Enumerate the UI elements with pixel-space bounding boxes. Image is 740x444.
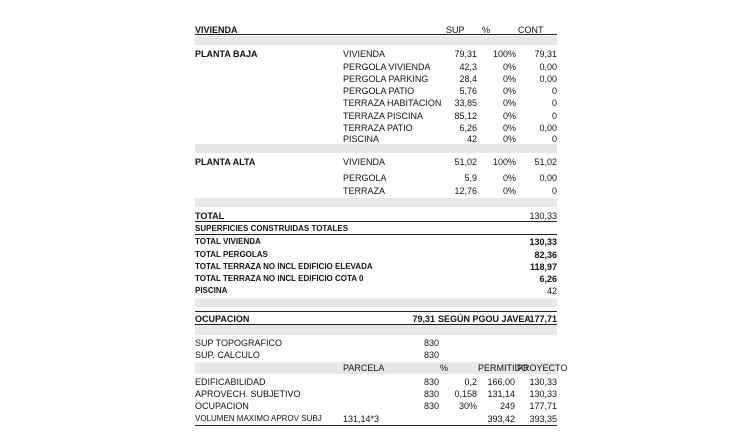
col-permitido-header: PERMITIDO [478,363,529,373]
rule [195,425,557,426]
row-cont: 0 [551,98,557,108]
gray-band [195,144,557,153]
section-title: VIVIENDA [195,25,238,35]
superficie-value: 118,97 [529,262,557,272]
row-name: TERRAZA PATIO [343,123,413,133]
row-name: PERGOLA PATIO [343,86,415,96]
row-pct: 100% [492,49,516,59]
superficie-value: 6,26 [539,274,557,284]
rule [195,34,557,35]
row-cont: 0,00 [539,74,557,84]
row-cont: 0 [551,86,557,96]
col-cont-header: CONT [518,25,544,35]
row-name: PERGOLA VIVIENDA [343,62,431,72]
row-name: PISCINA [343,134,380,144]
row-cont: 0 [551,134,557,144]
row-name: VIVIENDA [343,157,386,167]
parametro-permitido: 249 [499,401,515,411]
gray-band [195,298,557,307]
parametro-pct: 0,158 [454,389,477,399]
rule [195,221,557,222]
parametro-proyecto: 130,33 [529,377,557,387]
superficie-label: TOTAL TERRAZA NO INCL EDIFICIO COTA 0 [195,274,364,283]
row-pct: 0% [502,98,516,108]
volumen-formula: 131,14*3 [343,414,380,424]
superficie-value: 130,33 [529,237,557,247]
row-pct: 0% [502,173,516,183]
col-pct-header: % [482,25,491,35]
terreno-value: 830 [424,338,440,348]
parametro-label: OCUPACION [195,401,249,411]
row-cont: 79,31 [534,49,557,59]
parametro-label: EDIFICABILIDAD [195,377,266,387]
row-cont: 0,00 [539,123,557,133]
total-label: TOTAL [195,211,225,221]
row-sup: 5,76 [459,86,477,96]
terreno-value: 830 [424,350,440,360]
col-pct-header: % [440,363,449,373]
col-sup-header: SUP [446,25,465,35]
row-cont: 51,02 [534,157,557,167]
row-name: TERRAZA PISCINA [343,111,424,121]
superficie-label: PISCINA [195,286,228,295]
row-sup: 5,9 [464,173,477,183]
volumen-proyecto: 393,35 [529,414,557,424]
row-sup: 42 [466,134,477,144]
parametro-permitido: 166,00 [487,377,515,387]
row-sup: 85,12 [454,111,477,121]
superficie-label: TOTAL TERRAZA NO INCL EDIFICIO ELEVADA [195,262,373,271]
row-name: TERRAZA HABITACION [343,98,442,108]
group-title: PLANTA BAJA [195,49,258,59]
parametro-parcela: 830 [424,401,440,411]
superficie-value: 82,36 [534,250,557,260]
row-cont: 0 [551,186,557,196]
terreno-label: SUP. CALCULO [195,350,260,360]
row-pct: 0% [502,86,516,96]
parametro-permitido: 131,14 [487,389,515,399]
parametro-parcela: 830 [424,389,440,399]
superficie-label: TOTAL VIVIENDA [195,237,261,246]
superficies-title: SUPERFICIES CONSTRUIDAS TOTALES [195,224,349,233]
ocupacion-note: SEGÚN PGOU JAVEA [438,314,531,324]
superficie-value: 42 [546,286,557,296]
row-sup: 12,76 [454,186,477,196]
ocupacion-label: OCUPACION [195,314,250,324]
total-value: 130,33 [529,211,557,221]
gray-band [195,325,557,335]
gray-band [195,36,557,45]
row-name: PERGOLA PARKING [343,74,429,84]
row-pct: 0% [502,134,516,144]
parametro-proyecto: 130,33 [529,389,557,399]
rule [195,311,557,312]
gray-band [195,198,557,207]
row-cont: 0,00 [539,62,557,72]
col-proyecto-header: PROYECTO [517,363,568,373]
ocupacion-value: 79,31 [412,314,435,324]
row-name: PERGOLA [343,173,387,183]
parametro-proyecto: 177,71 [529,401,557,411]
col-parcela-header: PARCELA [343,363,385,373]
row-sup: 6,26 [459,123,477,133]
row-pct: 100% [492,157,516,167]
parametro-pct: 0,2 [464,377,477,387]
row-pct: 0% [502,186,516,196]
row-sup: 42,3 [459,62,477,72]
group-title: PLANTA ALTA [195,157,256,167]
row-pct: 0% [502,123,516,133]
row-pct: 0% [502,74,516,84]
parametro-label: APROVECH. SUBJETIVO [195,389,301,399]
parametro-parcela: 830 [424,377,440,387]
parametro-pct: 30% [458,401,477,411]
row-sup: 51,02 [454,157,477,167]
ocupacion-cont: 177,71 [529,314,557,324]
row-sup: 28,4 [459,74,477,84]
volumen-label: VOLUMEN MAXIMO APROV SUBJ [195,414,322,423]
row-name: TERRAZA [343,186,386,196]
row-pct: 0% [502,111,516,121]
row-name: VIVIENDA [343,49,386,59]
volumen-permitido: 393,42 [487,414,515,424]
row-cont: 0,00 [539,173,557,183]
row-sup: 33,85 [454,98,477,108]
terreno-label: SUP TOPOGRAFICO [195,338,283,348]
superficie-label: TOTAL PERGOLAS [195,250,268,259]
row-sup: 79,31 [454,49,477,59]
row-cont: 0 [551,111,557,121]
row-pct: 0% [502,62,516,72]
